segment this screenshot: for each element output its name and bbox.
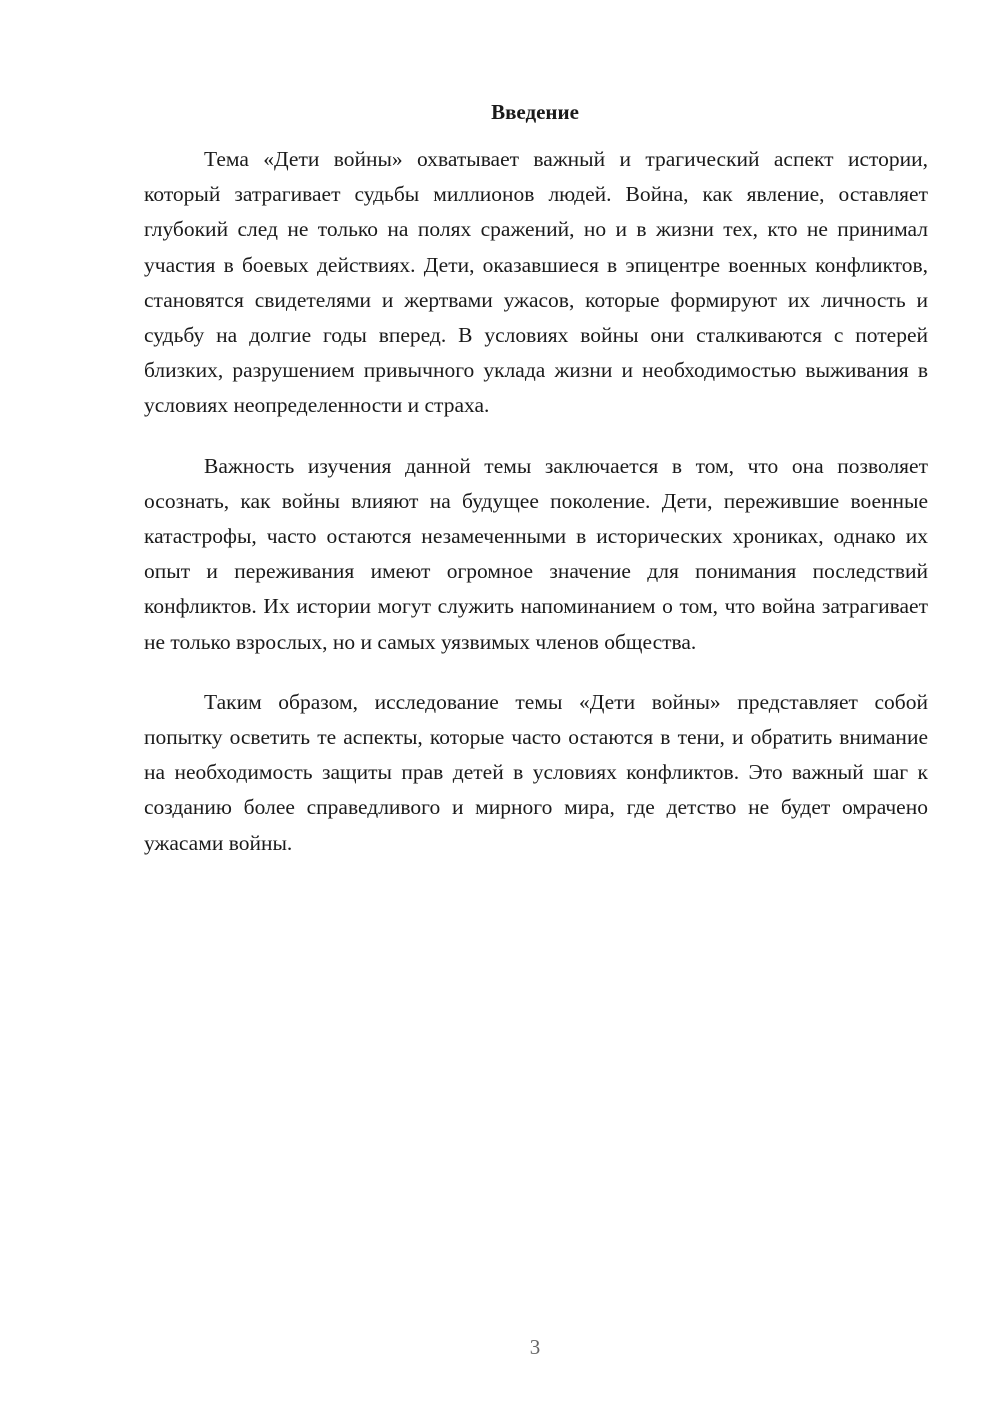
body-text bbox=[144, 142, 928, 886]
paragraph-2: Важность изучения данной темы заключается в том, что она позволяет осознать, как войны влияют на будущее поколение. Дети, пережившие военные катастрофы, часто остаются незамеченными в исторических хрониках, однако их опыт и переживания имеют огромное значение для понимания последствий конфликтов. Их истории могут служить напоминанием о том, что война затрагивает не только взрослых, но и самых уязвимых членов общества. bbox=[144, 453, 928, 654]
page-number: 3 bbox=[529, 1335, 541, 1359]
paragraph-3: Таким образом, исследование темы «Дети войны» представляет собой попытку осветить те аспекты, которые часто остаются в тени, и обратить внимание на необходимость защиты прав детей в условиях конфликтов. Это важный шаг к созданию более справедливого и мирного мира, где детство не будет омрачено ужасами войны. bbox=[144, 689, 928, 855]
paragraph-1: Тема «Дети войны» охватывает важный и трагический аспект истории, который затрагивает судьбы миллионов людей. Война, как явление, оставляет глубокий след не только на полях сражений, но и в жизни тех, кто не принимал участия в боевых действиях. Дети, оказавшиеся в эпицентре военных конфликтов, становятся свидетелями и жертвами ужасов, которые формируют их личность и судьбу на долгие годы вперед. В условиях войны они сталкиваются с потерей близких, разрушением привычного уклада жизни и необходимостью выживания в условиях неопределенности и страха. bbox=[144, 147, 928, 418]
section-title: Введение bbox=[491, 100, 579, 124]
